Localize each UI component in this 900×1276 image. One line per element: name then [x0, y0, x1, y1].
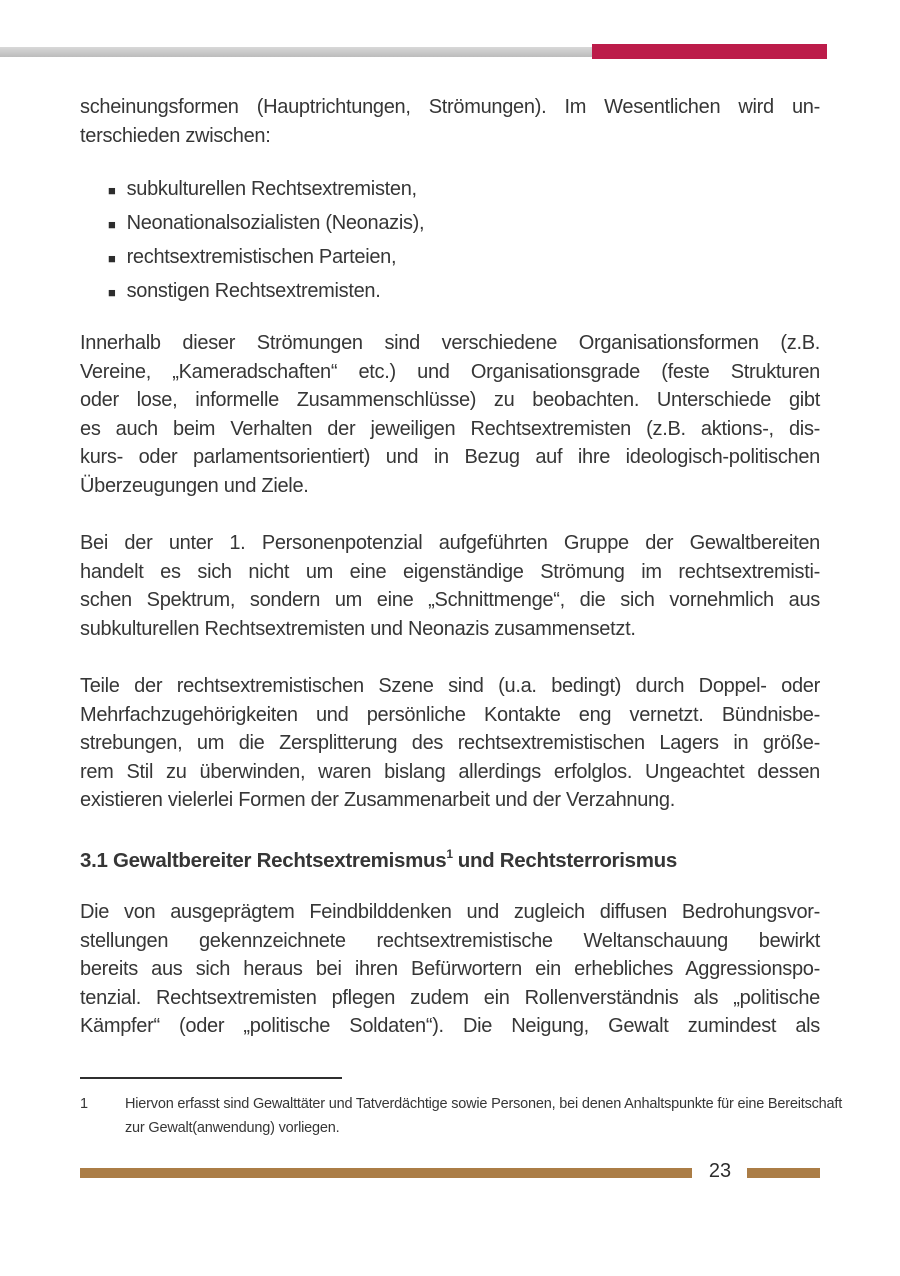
footnote-separator [80, 1077, 342, 1079]
text-line: stellungen gekennzeichnete rechtsextremistische Weltanschauung bewirkt [80, 929, 820, 952]
bottom-bar-right [747, 1168, 820, 1178]
square-bullet-icon: ■ [108, 183, 116, 198]
list-item [108, 207, 820, 241]
text-line: es auch beim Verhalten der jeweiligen Rechtsextremisten (z.B. aktions-, dis- [80, 417, 820, 440]
list-item [108, 275, 820, 309]
text-line: Hiervon erfasst sind Gewalttäter und Tatverdächtige sowie Personen, bei denen Anhaltspunkte für eine Bereitschaft [125, 1096, 843, 1112]
paragraph-personenpotenzial [80, 529, 820, 643]
text-line: kurs- oder parlamentsorientiert) und in Bezug auf ihre ideologisch-politischen [80, 446, 820, 468]
text-line: Kämpfer“ (oder „politische Soldaten“). Die Neigung, Gewalt zumindest als [80, 1015, 820, 1037]
bottom-bar-left [80, 1168, 692, 1178]
text-line: Vereine, „Kameradschaften“ etc.) und Organisationsgrade (feste Strukturen [80, 360, 820, 383]
square-bullet-icon: ■ [108, 285, 116, 300]
list-item-label: subkulturellen Rechtsextremisten, [126, 178, 417, 200]
list-item-label: sonstigen Rechtsextremisten. [126, 280, 381, 302]
text-line: Innerhalb dieser Strömungen sind verschiedene Organisationsformen (z.B. [80, 332, 820, 354]
text-line: subkulturellen Rechtsextremisten und Neonazis zusammensetzt. [80, 617, 636, 640]
section-heading-text: und Rechtsterrorismus [457, 848, 677, 872]
text-line: handelt es sich nicht um eine eigenständige Strömung im rechtsextremisti- [80, 560, 820, 583]
footnote-text [125, 1092, 842, 1140]
square-bullet-icon: ■ [108, 251, 116, 266]
top-bar-gray [0, 47, 592, 57]
section-heading [80, 841, 820, 875]
list-item-label: rechtsextremistischen Parteien, [126, 246, 397, 268]
top-bar-red-accent [592, 44, 827, 59]
section-heading-text: 3.1 Gewaltbereiter Rechtsextremismus [80, 848, 447, 872]
text-line: existieren vielerlei Formen der Zusammenarbeit und der Verzahnung. [80, 789, 675, 811]
page-number: 23 [708, 1160, 732, 1182]
text-line: Teile der rechtsextremistischen Szene sind (u.a. bedingt) durch Doppel- oder [80, 675, 820, 697]
footnote [80, 1092, 843, 1140]
bullet-list [80, 173, 820, 309]
square-bullet-icon: ■ [108, 217, 116, 232]
footnote-reference: 1 [446, 847, 453, 861]
list-item-label: Neonationalsozialisten (Neonazis), [126, 212, 425, 234]
text-line: terschieden zwischen: [80, 124, 271, 147]
text-line: strebungen, um die Zersplitterung des rechtsextremistischen Lagers in größe- [80, 732, 820, 754]
paragraph-stroemungen [80, 329, 820, 500]
text-line: tenzial. Rechtsextremisten pflegen zudem ein Rollenverständnis als „politische [80, 986, 820, 1009]
text-line: zur Gewalt(anwendung) vorliegen. [125, 1120, 340, 1136]
paragraph-feindbilddenken [80, 898, 820, 1041]
paragraph-vernetzung [80, 672, 820, 815]
text-line: Überzeugungen und Ziele. [80, 474, 309, 497]
text-line: Bei der unter 1. Personenpotenzial aufgeführten Gruppe der Gewaltbereiten [80, 532, 820, 554]
paragraph-intro [80, 93, 820, 150]
text-line: scheinungsformen (Hauptrichtungen, Strömungen). Im Wesentlichen wird un- [80, 96, 820, 118]
text-line: Mehrfachzugehörigkeiten und persönliche Kontakte eng vernetzt. Bündnisbe- [80, 703, 820, 726]
footnote-marker: 1 [80, 1096, 88, 1112]
text-line: Die von ausgeprägtem Feindbilddenken und zugleich diffusen Bedrohungsvor- [80, 901, 820, 923]
list-item [108, 173, 820, 207]
text-line: bereits aus sich heraus bei ihren Befürwortern ein erhebliches Aggressionspo- [80, 958, 820, 980]
text-line: rem Stil zu überwinden, waren bislang allerdings erfolglos. Ungeachtet dessen [80, 760, 820, 783]
text-line: oder lose, informelle Zusammenschlüsse) zu beobachten. Unterschiede gibt [80, 389, 820, 411]
list-item [108, 241, 820, 275]
text-line: schen Spektrum, sondern um eine „Schnittmenge“, die sich vornehmlich aus [80, 589, 820, 611]
